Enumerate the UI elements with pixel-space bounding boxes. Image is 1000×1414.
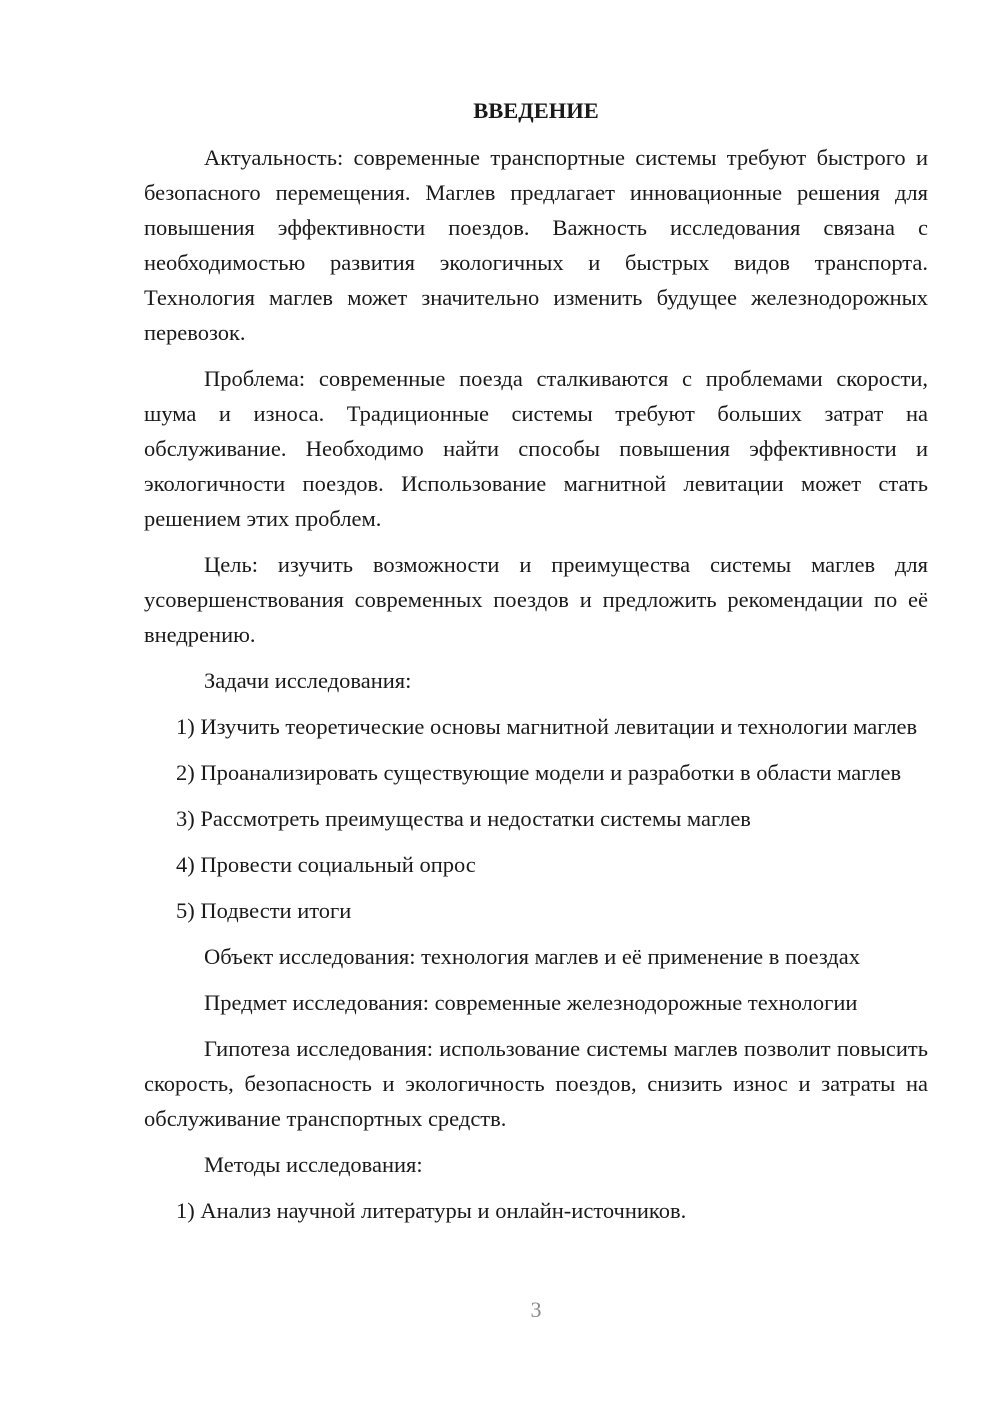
research-object: Объект исследования: технология маглев и её применение в поездах — [204, 944, 860, 969]
research-subject: Предмет исследования: современные железнодорожные технологии — [204, 990, 858, 1015]
problem-paragraph: Проблема: современные поезда сталкиваются с проблемами скорости, шума и износа. Традиционные системы требуют больших затрат на обслуживание. Необходимо найти способы повышения эффективности и экологичности поездов. Использование магнитной левитации может стать решением этих проблем. — [144, 366, 928, 531]
task-item: 2) Проанализировать существующие модели и разработки в области маглев — [176, 760, 902, 785]
task-item: 5) Подвести итоги — [176, 898, 352, 923]
page-title: ВВЕДЕНИЕ — [473, 98, 599, 123]
page-number: 3 — [530, 1297, 542, 1322]
methods-heading: Методы исследования: — [204, 1152, 423, 1177]
relevance-paragraph: Актуальность: современные транспортные системы требуют быстрого и безопасного перемещения. Маглев предлагает инновационные решения для повышения эффективности поездов. Важность исследования связана с необходимостью развития экологичных и быстрых видов транспорта. Технология маглев может значительно изменить будущее железнодорожных перевозок. — [144, 145, 928, 345]
hypothesis-paragraph: Гипотеза исследования: использование системы маглев позволит повысить скорость, безопасность и экологичность поездов, снизить износ и затраты на обслуживание транспортных средств. — [144, 1036, 928, 1131]
task-item: 4) Провести социальный опрос — [176, 852, 476, 877]
tasks-heading: Задачи исследования: — [204, 668, 412, 693]
method-item: 1) Анализ научной литературы и онлайн-источников. — [176, 1198, 687, 1223]
task-item: 3) Рассмотреть преимущества и недостатки системы маглев — [176, 806, 751, 831]
goal-paragraph: Цель: изучить возможности и преимущества системы маглев для усовершенствования современных поездов и предложить рекомендации по её внедрению. — [144, 552, 928, 647]
document-body — [144, 96, 928, 1239]
task-item: 1) Изучить теоретические основы магнитной левитации и технологии маглев — [176, 714, 918, 739]
